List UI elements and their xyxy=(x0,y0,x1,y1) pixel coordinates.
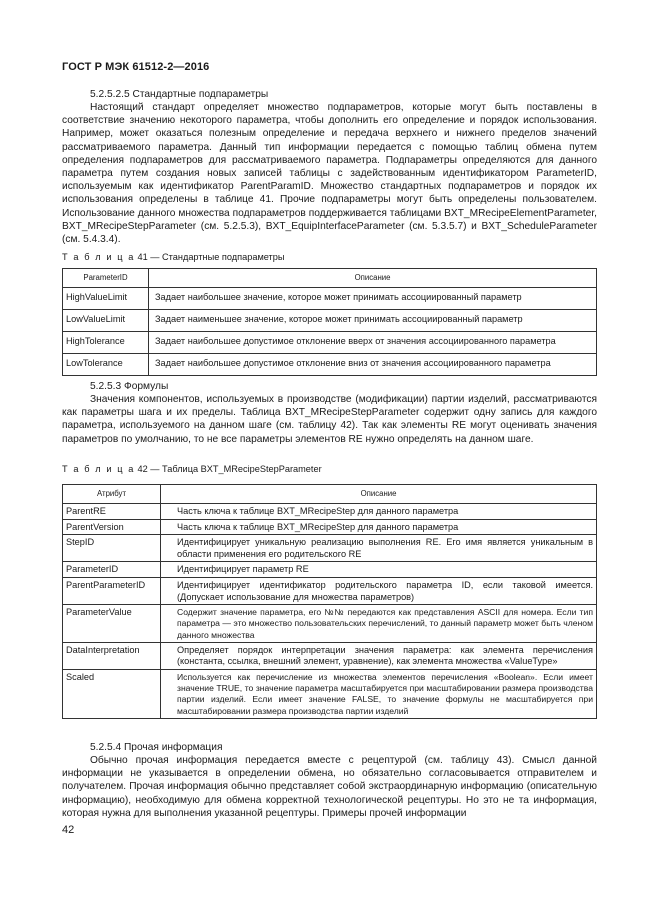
table-cell: Задает наибольшее допустимое отклонение вверх от значения ассоциированного параметра xyxy=(149,332,597,354)
column-header: Описание xyxy=(161,485,597,504)
table-cell: Используется как перечисление из множества элементов перечисления «Boolean». Если имеет значение TRUE, то значение параметра масштабируется при масштабировании размера производства партии изделий. Если имеет значение FALSE, то значение формулы не масштабируется при масштабировании размера производства партии изделий xyxy=(161,669,597,718)
table-cell: Scaled xyxy=(63,669,161,718)
standard-header: ГОСТ Р МЭК 61512-2—2016 xyxy=(62,61,210,73)
table-cell: HighTolerance xyxy=(63,332,149,354)
table-cell: Задает наибольшее значение, которое может принимать ассоциированный параметр xyxy=(149,288,597,310)
table-41-caption xyxy=(62,251,284,263)
table-row xyxy=(63,288,597,310)
table-row xyxy=(63,642,597,669)
table-41 xyxy=(62,268,597,376)
table-cell: LowValueLimit xyxy=(63,310,149,332)
column-header: ParameterID xyxy=(63,269,149,288)
column-header: Атрибут xyxy=(63,485,161,504)
table-cell: Часть ключа к таблице BXT_MRecipeStep для данного параметра xyxy=(161,504,597,520)
table-cell: StepID xyxy=(63,535,161,562)
section-heading-5-2-5-2-5: 5.2.5.2.5 Стандартные подпараметры xyxy=(90,89,269,100)
table-42-caption xyxy=(62,463,322,475)
caption-prefix: Т а б л и ц а xyxy=(62,464,135,474)
table-row xyxy=(63,535,597,562)
table-42 xyxy=(62,484,597,719)
table-row xyxy=(63,332,597,354)
table-row xyxy=(63,504,597,520)
table-cell: DataInterpretation xyxy=(63,642,161,669)
table-cell: ParentRE xyxy=(63,504,161,520)
table-cell: ParentParameterID xyxy=(63,577,161,604)
table-cell: LowTolerance xyxy=(63,354,149,376)
table-row xyxy=(63,669,597,718)
section-heading-5-2-5-3: 5.2.5.3 Формулы xyxy=(90,381,169,392)
table-cell: Идентифицирует уникальную реализацию выполнения RE. Его имя является уникальным в области применения его родительского RE xyxy=(161,535,597,562)
table-cell: Задает наибольшее допустимое отклонение вниз от значения ассоциированного параметра xyxy=(149,354,597,376)
table-header-row xyxy=(63,485,597,504)
table-cell: ParameterID xyxy=(63,562,161,578)
table-header-row xyxy=(63,269,597,288)
section-body-5-2-5-2-5: Настоящий стандарт определяет множество подпараметров, которые могут быть поставлены в соответствие значению некоторого параметра, чтобы дополнить его определение и порядок использования. Например, может оказаться полезным определение и передача верхнего и нижнего пределов значений рассматриваемого параметра. Данный тип информации передается с помощью таблиц обмена путем определения подпараметров для рассматриваемого параметра. Подпараметры определяются для данного параметра путем создания новых записей таблицы с задействованным идентификатором ParameterID, используемым как идентификатор ParentParamID. Множество стандартных подпараметров и порядок их использования определены в таблице 41. Прочие подпараметры могут быть определены пользователем. Использование данного множества подпараметров поддерживается таблицами BXT_MRecipeElementParameter, BXT_MRecipeStepParameter (см. 5.2.5.3), BXT_EquipInterfaceParameter (см. 5.3.5.7) и BXT_ScheduleParameter (см. 5.4.3.4). xyxy=(62,102,597,246)
table-row xyxy=(63,310,597,332)
table-cell: Идентифицирует идентификатор родительского параметра ID, если таковой имеется. (Допускает использование для множества параметров) xyxy=(161,577,597,604)
table-cell: Задает наименьшее значение, которое может принимать ассоциированный параметр xyxy=(149,310,597,332)
section-body-5-2-5-3: Значения компонентов, используемых в производстве (модификации) партии изделий, рассматриваются как параметры шага и их пределы. Таблица BXT_MRecipeStepParameter содержит одну запись для каждого параметра, используемого на данном шаге (см. таблицу 42). Так как элементы RE могут оценивать значения параметров по умолчанию, то не все параметры элементов RE нужно определять на данном шаге. xyxy=(62,394,597,445)
table-row xyxy=(63,605,597,643)
table-cell: Определяет порядок интерпретации значения параметра: как элемента перечисления (константа, ссылка, внешний элемент, уравнение), как элемента множества «ValueType» xyxy=(161,642,597,669)
column-header: Описание xyxy=(149,269,597,288)
table-cell: HighValueLimit xyxy=(63,288,149,310)
section-heading-5-2-5-4: 5.2.5.4 Прочая информация xyxy=(90,742,223,753)
page-number: 42 xyxy=(62,824,75,836)
table-row xyxy=(63,577,597,604)
table-cell: Содержит значение параметра, его №№ передаются как представления ASCII для номера. Если тип параметра — это множество пользовательских перечислений, то данный параметр может быть членом данного множества xyxy=(161,605,597,643)
table-cell: ParentVersion xyxy=(63,519,161,535)
caption-text: 41 — Стандартные подпараметры xyxy=(137,252,285,262)
caption-prefix: Т а б л и ц а xyxy=(62,252,135,262)
section-body-5-2-5-4: Обычно прочая информация передается вместе с рецептурой (см. таблицу 43). Смысл данной информации не указывается в определении обмена, но обязательно согласовывается отправителем и получателем. Прочая информация обычно представляет собой экстраординарную информацию (описательную информацию), необходимую для обмена корректной технологической рецептуры. Но это не та информация, которая нужна для выполнения указанной рецептуры. Примеры прочей информации xyxy=(62,755,597,819)
table-row xyxy=(63,354,597,376)
table-row xyxy=(63,562,597,578)
table-cell: Часть ключа к таблице BXT_MRecipeStep для данного параметра xyxy=(161,519,597,535)
table-cell: ParameterValue xyxy=(63,605,161,643)
caption-text: 42 — Таблица BXT_MRecipeStepParameter xyxy=(137,464,322,474)
table-row xyxy=(63,519,597,535)
table-cell: Идентифицирует параметр RE xyxy=(161,562,597,578)
